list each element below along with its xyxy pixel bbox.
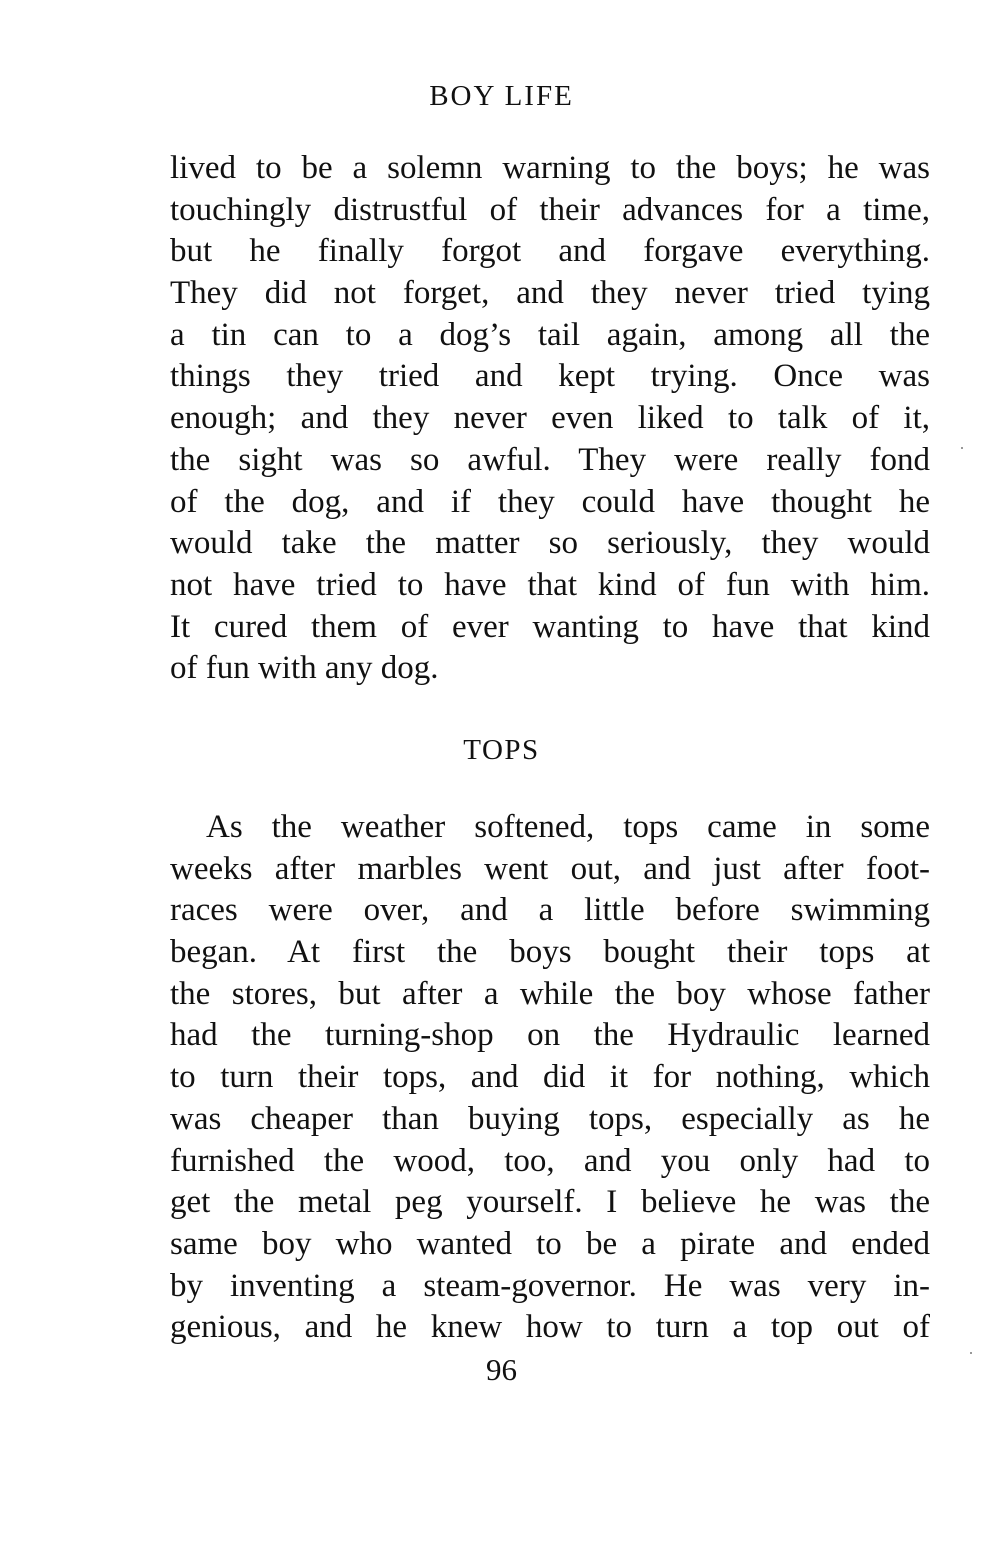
text-line: of the dog, and if they could have thought he <box>170 483 930 520</box>
text-line: As the weather softened, tops came in some <box>206 809 930 845</box>
text-line: races were over, and a little before swimming <box>170 892 930 929</box>
scan-speck <box>970 1352 972 1354</box>
text-line: was cheaper than buying tops, especially as he <box>170 1100 930 1137</box>
text-line: weeks after marbles went out, and just after foot- <box>170 850 930 887</box>
text-line: touchingly distrustful of their advances for a time, <box>170 191 930 228</box>
text-line: by inventing a steam-governor. He was very in- <box>170 1267 930 1304</box>
text-line: but he finally forgot and forgave everything. <box>170 233 930 270</box>
text-line: the sight was so awful. They were really fond <box>170 441 930 478</box>
text-line: things they tried and kept trying. Once was <box>170 358 930 395</box>
text-line: furnished the wood, too, and you only had to <box>170 1142 930 1179</box>
text-line: the stores, but after a while the boy whose father <box>170 975 930 1012</box>
scan-speck <box>961 447 963 449</box>
text-line: began. At first the boys bought their tops at <box>170 934 930 971</box>
text-line: to turn their tops, and did it for nothing, which <box>170 1059 930 1096</box>
section-heading-tops: TOPS <box>463 734 540 766</box>
running-head: BOY LIFE <box>429 80 574 112</box>
text-line: a tin can to a dog’s tail again, among all the <box>170 316 930 353</box>
text-line: same boy who wanted to be a pirate and ended <box>170 1225 930 1262</box>
text-line: lived to be a solemn warning to the boys; he was <box>170 150 930 186</box>
paragraph-tops <box>170 807 930 1349</box>
text-line: not have tried to have that kind of fun with him. <box>170 566 930 603</box>
text-line: of fun with any dog. <box>170 650 439 687</box>
text-line: They did not forget, and they never tried tying <box>170 275 930 312</box>
text-line: enough; and they never even liked to talk of it, <box>170 400 930 437</box>
text-line: It cured them of ever wanting to have that kind <box>170 608 930 645</box>
text-line: get the metal peg yourself. I believe he was the <box>170 1184 930 1221</box>
text-line: genious, and he knew how to turn a top out of <box>170 1309 930 1346</box>
page-number: 96 <box>486 1352 517 1387</box>
text-line: would take the matter so seriously, they would <box>170 525 930 562</box>
paragraph-dog-story <box>170 148 930 690</box>
text-line: had the turning-shop on the Hydraulic learned <box>170 1017 930 1054</box>
